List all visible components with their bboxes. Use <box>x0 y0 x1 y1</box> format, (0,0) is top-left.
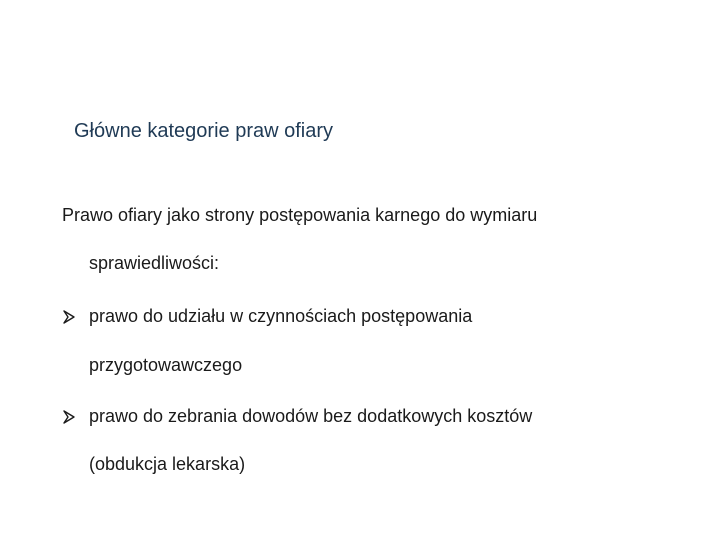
arrowhead-bullet-icon <box>62 410 76 424</box>
slide-title: Główne kategorie praw ofiary <box>74 120 334 142</box>
bullet-2-text-line-2: (obdukcja lekarska) <box>89 454 246 474</box>
intro-text-line-2: sprawiedliwości: <box>89 253 220 273</box>
bullet-2-text-line-1: prawo do zebrania dowodów bez dodatkowych kosztów <box>89 406 533 426</box>
arrowhead-bullet-icon <box>62 310 76 324</box>
bullet-1-text-line-2: przygotowawczego <box>89 355 243 375</box>
intro-text-line-1: Prawo ofiary jako strony postępowania karnego do wymiaru <box>62 205 538 225</box>
bullet-1-text-line-1: prawo do udziału w czynnościach postępowania <box>89 306 473 326</box>
